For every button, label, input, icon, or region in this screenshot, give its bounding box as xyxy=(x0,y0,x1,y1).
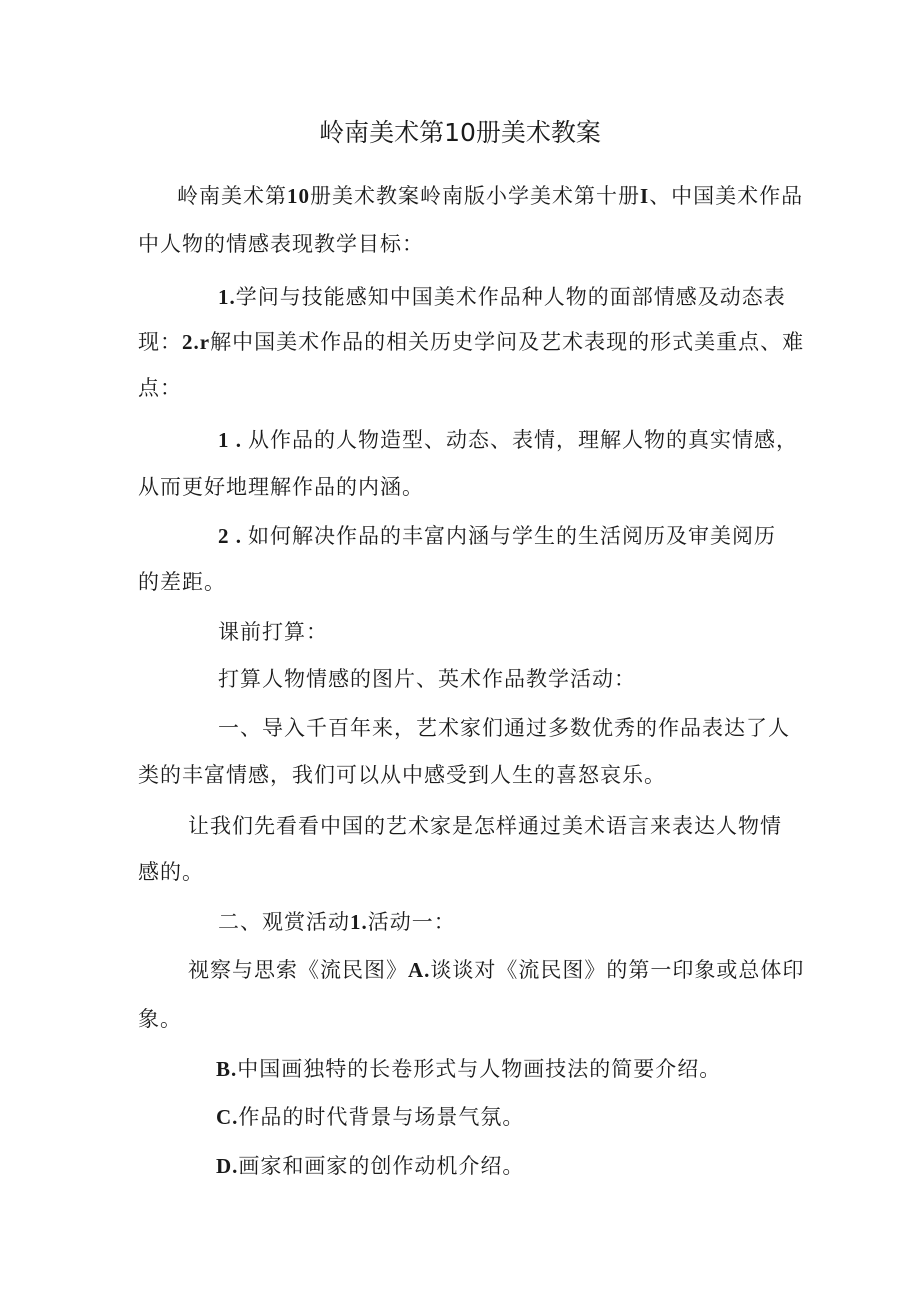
paragraph-8-line-2: 感的。 xyxy=(138,860,204,884)
paragraph-1-line-2: 中人物的情感表现教学目标： xyxy=(138,232,424,256)
paragraph-7-line-2: 类的丰富情感，我们可以从中感受到人生的喜怒哀乐。 xyxy=(138,763,666,787)
paragraph-4-line-2: 的差距。 xyxy=(138,570,226,594)
paragraph-5: 课前打算： xyxy=(218,620,328,644)
paragraph-11: B.中国画独特的长卷形式与人物画技法的简要介绍。 xyxy=(216,1057,722,1081)
paragraph-1-line-1: 岭南美术第10册美术教案岭南版小学美术第十册I、中国美术作品 xyxy=(177,184,804,208)
paragraph-9: 二、观赏活动1.活动一： xyxy=(218,910,456,934)
paragraph-4-line-1: 2 . 如何解决作品的丰富内涵与学生的生活阅历及审美阅历 xyxy=(218,524,776,548)
paragraph-3-line-2: 从而更好地理解作品的内涵。 xyxy=(138,475,424,499)
paragraph-10-line-2: 象。 xyxy=(138,1007,182,1031)
document-title: 岭南美术第10册美术教案 xyxy=(319,118,601,147)
paragraph-2-line-2: 现：2.r解中国美术作品的相关历史学问及艺术表现的形式美重点、难 xyxy=(138,330,805,354)
paragraph-6: 打算人物情感的图片、英术作品教学活动： xyxy=(218,667,636,691)
paragraph-3-line-1: 1 . 从作品的人物造型、动态、表情，理解人物的真实情感， xyxy=(218,428,798,452)
paragraph-8-line-1: 让我们先看看中国的艺术家是怎样通过美术语言来表达人物情 xyxy=(188,814,782,838)
paragraph-7-line-1: 一、导入千百年来，艺术家们通过多数优秀的作品表达了人 xyxy=(218,716,790,740)
paragraph-2-line-3: 点： xyxy=(138,376,182,400)
paragraph-10-line-1: 视察与思索《流民图》A.谈谈对《流民图》的第一印象或总体印 xyxy=(188,958,805,982)
paragraph-13: D.画家和画家的创作动机介绍。 xyxy=(216,1154,525,1178)
paragraph-2-line-1: 1.学问与技能感知中国美术作品种人物的面部情感及动态表 xyxy=(218,285,786,309)
paragraph-12: C.作品的时代背景与场景气氛。 xyxy=(216,1105,525,1129)
